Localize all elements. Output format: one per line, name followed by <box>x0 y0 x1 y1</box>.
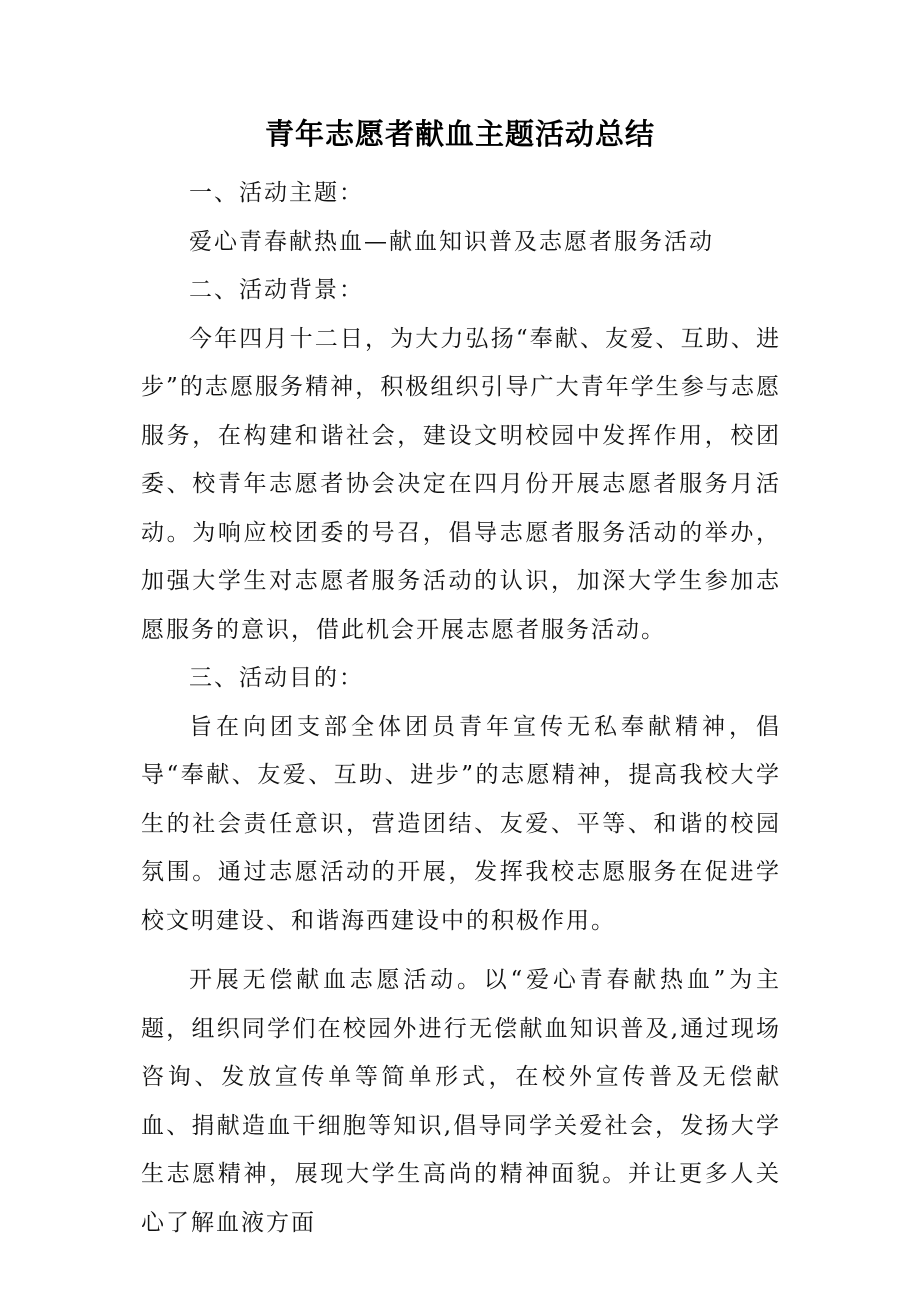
document-body <box>141 169 781 1247</box>
section-heading-background: 二、活动背景： <box>189 277 364 303</box>
section-heading-theme: 一、活动主题： <box>189 180 364 206</box>
background-paragraph: 今年四月十二日，为大力弘扬“奉献、友爱、互助、进步”的志愿服务精神，积极组织引导广大青年学生参与志愿服务，在构建和谐社会，建设文明校园中发挥作用，校团委、校青年志愿者协会决定在四月份开展志愿者服务月活动。为响应校团委的号召，倡导志愿者服务活动的举办，加强大学生对志愿者服务活动的认识，加深大学生参加志愿服务的意识，借此机会开展志愿者服务活动。 <box>141 325 781 643</box>
document-title: 青年志愿者献血主题活动总结 <box>264 117 655 151</box>
purpose-paragraph: 旨在向团支部全体团员青年宣传无私奉献精神，倡导“奉献、友爱、互助、进步”的志愿精神，提高我校大学生的社会责任意识，营造团结、友爱、平等、和谐的校园氛围。通过志愿活动的开展，发挥我校志愿服务在促进学校文明建设、和谐海西建设中的积极作用。 <box>141 713 781 934</box>
theme-text: 爱心青春献热血—献血知识普及志愿者服务活动 <box>189 228 714 255</box>
blood-donation-paragraph: 开展无偿献血志愿活动。以“爱心青春献热血”为主题，组织同学们在校园外进行无偿献血知识普及,通过现场咨询、发放宣传单等简单形式，在校外宣传普及无偿献血、捐献造血干细胞等知识,倡导同学关爱社会，发扬大学生志愿精神，展现大学生高尚的精神面貌。并让更多人关心了解血液方面 <box>141 967 781 1236</box>
section-heading-purpose: 三、活动目的： <box>189 665 364 691</box>
